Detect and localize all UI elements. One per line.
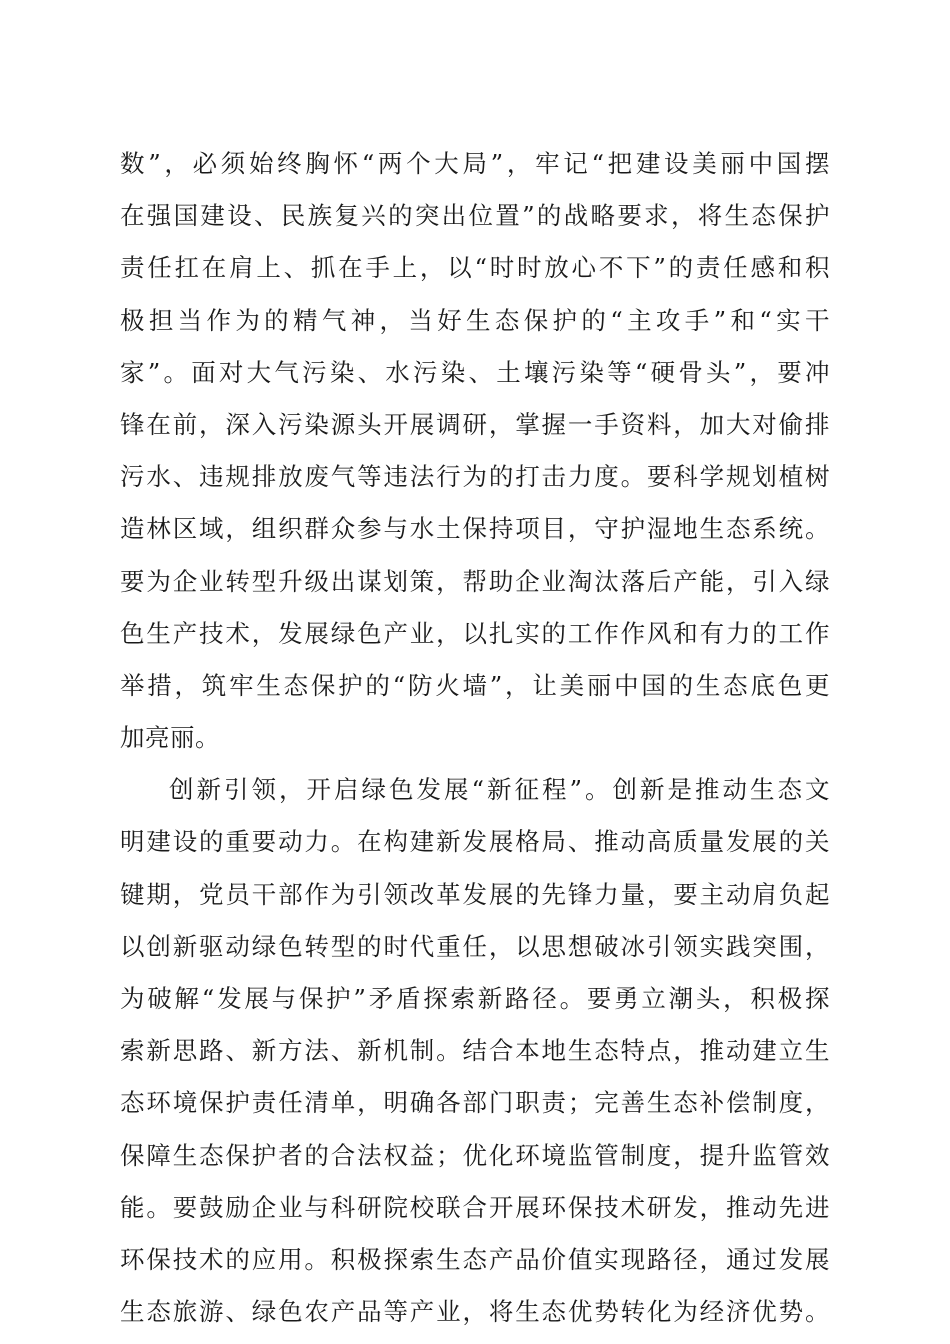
text-line: 责任扛在肩上、抓在手上，以“时时放心不下”的责任感和积 (120, 253, 830, 283)
paragraph-1 (120, 138, 830, 764)
text-line: 键期，党员干部作为引领改革发展的先锋力量，要主动肩负起 (120, 879, 830, 909)
text-line: 生态旅游、绿色农产品等产业，将生态优势转化为经济优势。 (120, 1297, 830, 1327)
text-line: 环保技术的应用。积极探索生态产品价值实现路径，通过发展 (120, 1244, 830, 1274)
text-line: 极担当作为的精气神，当好生态保护的“主攻手”和“实干 (120, 305, 830, 335)
paragraph-2 (120, 764, 830, 1338)
text-line: 家”。面对大气污染、水污染、土壤污染等“硬骨头”，要冲 (120, 357, 830, 387)
text-line: 要为企业转型升级出谋划策，帮助企业淘汰落后产能，引入绿 (120, 566, 830, 596)
text-line: 举措，筑牢生态保护的“防火墙”，让美丽中国的生态底色更 (120, 670, 830, 700)
text-line: 态环境保护责任清单，明确各部门职责；完善生态补偿制度， (120, 1088, 830, 1118)
text-line: 污水、违规排放废气等违法行为的打击力度。要科学规划植树 (120, 462, 830, 492)
text-line: 在强国建设、民族复兴的突出位置”的战略要求，将生态保护 (120, 201, 830, 231)
body-text (120, 138, 830, 1338)
text-line: 创新引领，开启绿色发展“新征程”。创新是推动生态文 (169, 775, 830, 805)
text-line: 为破解“发展与保护”矛盾探索新路径。要勇立潮头，积极探 (120, 984, 830, 1013)
text-line: 数”，必须始终胸怀“两个大局”，牢记“把建设美丽中国摆 (120, 149, 830, 178)
text-line: 锋在前，深入污染源头开展调研，掌握一手资料，加大对偷排 (120, 409, 830, 439)
text-line: 造林区域，组织群众参与水土保持项目，守护湿地生态系统。 (120, 514, 830, 544)
text-line: 保障生态保护者的合法权益；优化环境监管制度，提升监管效 (120, 1140, 830, 1170)
text-line: 以创新驱动绿色转型的时代重任，以思想破冰引领实践突围， (120, 931, 830, 961)
text-line: 索新思路、新方法、新机制。结合本地生态特点，推动建立生 (120, 1036, 830, 1066)
text-line: 能。要鼓励企业与科研院校联合开展环保技术研发，推动先进 (120, 1192, 830, 1222)
text-line: 加亮丽。 (120, 723, 220, 753)
text-line: 色生产技术，发展绿色产业，以扎实的工作作风和有力的工作 (120, 618, 830, 648)
text-line: 明建设的重要动力。在构建新发展格局、推动高质量发展的关 (120, 827, 830, 857)
